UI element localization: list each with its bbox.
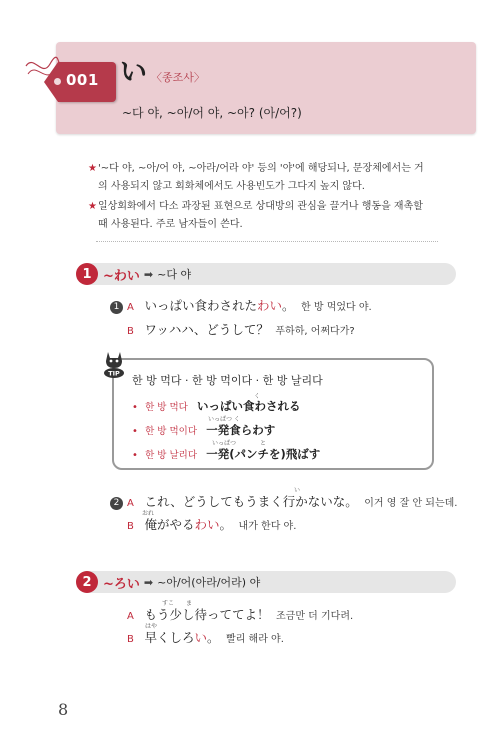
section-1-number: 1 xyxy=(76,263,98,285)
tip-title: 한 방 먹다 · 한 방 먹이다 · 한 방 날리다 xyxy=(132,374,323,387)
entry-number-tag xyxy=(58,62,116,102)
example-1-a-jp: いっぱい食わされた xyxy=(144,298,258,313)
arrow-right-icon: ➡ xyxy=(143,267,154,281)
header-title-row xyxy=(120,58,205,88)
speaker-a-label: A xyxy=(127,498,134,509)
example-2-a-jp: これ、どうしてもうまく行かないな。 xyxy=(144,494,358,509)
tip-item-1 xyxy=(132,398,301,414)
note-1 xyxy=(88,160,428,196)
tip-item-2-ruby: いっぱつ く xyxy=(208,416,240,423)
entry-number: 001 xyxy=(66,71,99,89)
example-2-a-ruby: い xyxy=(294,487,301,494)
example-1-b-jp: ワッハハ、どうして？ xyxy=(144,322,269,337)
cat-tip-icon xyxy=(99,348,129,380)
example-2-b xyxy=(127,515,296,533)
note-2-text: 일상회화에서 다소 과장된 표현으로 상대방의 관심을 끌거나 행동을 재촉할 때 사용된다. 주로 남자들이 쓴다. xyxy=(98,201,423,230)
tip-item-3-kr: 한 방 날리다 xyxy=(145,450,198,461)
example-1-b xyxy=(127,320,355,338)
page-number: 8 xyxy=(58,700,69,719)
tip-item-2 xyxy=(132,422,275,438)
star-icon: ★ xyxy=(88,201,97,212)
speaker-b-label: B xyxy=(127,326,134,337)
arrow-right-icon: ➡ xyxy=(143,575,154,589)
speaker-b-label: B xyxy=(127,521,134,532)
section-2-meaning: ~아/어(아라/어라) 야 xyxy=(157,576,261,589)
example-number: 1 xyxy=(110,301,123,314)
example-2-b-highlight: わい xyxy=(194,517,220,532)
note-1-text: '~다 야, ~아/어 야, ~아라/어라 야' 등의 '야'에 해당되나, 문장체에서는 거의 사용되지 않고 회화체에서도 사용빈도가 그다지 높지 않다. xyxy=(98,163,424,192)
tip-item-3-jp: 一発(パンチを)飛ばす xyxy=(206,447,321,461)
section-1-pattern: ~わい xyxy=(103,268,140,284)
example-3-b-highlight: い xyxy=(194,630,208,645)
entry-category: 〈종조사〉 xyxy=(151,71,205,84)
example-3-b-end: 。 xyxy=(207,630,220,645)
section-1-bar xyxy=(76,263,456,285)
section-2-pattern: ~ろい xyxy=(103,576,140,592)
example-3-b-ruby: はや xyxy=(145,623,158,630)
example-1-a-kr: 한 방 먹었다 야. xyxy=(301,302,372,313)
example-2-b-ruby: おれ xyxy=(142,510,155,517)
example-3-b-kr: 빨리 해라 야. xyxy=(226,634,284,645)
example-1-a xyxy=(110,296,372,314)
section-2-bar xyxy=(76,571,456,593)
example-2-a xyxy=(110,492,457,510)
example-3-b xyxy=(127,628,284,646)
tip-item-1-ruby: く xyxy=(254,393,261,400)
example-3-a xyxy=(127,605,353,623)
speaker-b-label: B xyxy=(127,634,134,645)
example-2-b-end: 。 xyxy=(219,517,233,532)
tip-badge-text: TIP xyxy=(108,369,120,378)
tip-item-1-kr: 한 방 먹다 xyxy=(145,402,188,413)
star-icon: ★ xyxy=(88,163,97,174)
example-1-a-highlight: わい xyxy=(257,298,283,313)
bullet: • xyxy=(132,402,138,413)
section-2-number: 2 xyxy=(76,571,98,593)
example-3-b-jp: 早くしろ xyxy=(144,630,195,645)
section-1-meaning: ~다 야 xyxy=(157,268,192,281)
tip-item-3-ruby: いっぱつ と xyxy=(212,440,267,447)
example-3-a-kr: 조금만 더 기다려. xyxy=(276,611,354,622)
entry-title: い xyxy=(120,57,147,88)
divider xyxy=(96,241,438,242)
example-2-a-kr: 이거 영 잘 안 되는데. xyxy=(364,498,458,509)
example-3-a-jp: もう少し待っててよ！ xyxy=(144,607,270,622)
tip-item-2-kr: 한 방 먹이다 xyxy=(145,426,198,437)
tip-item-1-jp: いっぱい食わされる xyxy=(197,399,301,413)
example-1-a-end: 。 xyxy=(282,298,295,313)
example-number: 2 xyxy=(110,497,123,510)
note-2 xyxy=(88,198,428,234)
bullet: • xyxy=(132,426,138,437)
example-2-b-jp: 俺がやる xyxy=(144,517,195,532)
bullet: • xyxy=(132,450,138,461)
tag-hole xyxy=(54,78,61,85)
speaker-a-label: A xyxy=(127,611,134,622)
example-1-b-kr: 푸하하, 어쩌다가? xyxy=(275,326,355,337)
entry-meaning: ~다 야, ~아/어 야, ~아? (아/어?) xyxy=(122,106,302,120)
example-2-b-kr: 내가 한다 야. xyxy=(238,521,297,532)
tip-item-3 xyxy=(132,446,320,462)
speaker-a-label: A xyxy=(127,302,134,313)
example-3-a-ruby: すこ ま xyxy=(162,600,193,607)
tip-item-2-jp: 一発食らわす xyxy=(206,423,276,437)
